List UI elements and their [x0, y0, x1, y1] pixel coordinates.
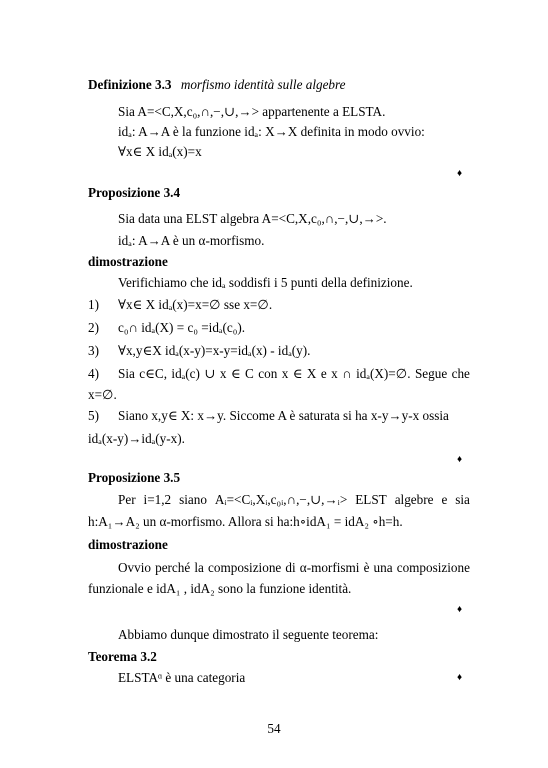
item-text: ∀x∈ X idₐ(x)=x=∅ sse x=∅. — [118, 297, 273, 312]
word: idₐ(c) — [171, 366, 200, 381]
proof-text-continued: funzionale e idA₁ , idA₂ sono la funzione identità. — [88, 581, 352, 596]
item-number: 3) — [88, 343, 99, 358]
word: con — [258, 366, 278, 381]
word: Sia — [118, 366, 135, 381]
theorem-3-2-heading: Teorema 3.2 — [88, 649, 157, 664]
item-text-continued: x=∅. — [88, 387, 117, 402]
word: ∈ — [292, 366, 303, 381]
item-number: 4) — [88, 366, 99, 381]
proposition-line-justified — [118, 492, 470, 508]
item-text-continued: idₐ(x-y)→idₐ(y-x). — [88, 431, 185, 446]
word: Aᵢ=<Cᵢ,Xᵢ,c₀ᵢ,∩,−,∪,→ᵢ> — [214, 492, 348, 507]
item-number: 1) — [88, 297, 99, 312]
proposition-3-4-heading: Proposizione 3.4 — [88, 185, 181, 200]
word: algebre — [394, 492, 434, 507]
proposition-line: idₐ: A→A è un α-morfismo. — [118, 233, 265, 248]
proof-text-justified — [118, 560, 470, 576]
closing-sentence: Abbiamo dunque dimostrato il seguente teorema: — [118, 627, 379, 642]
item-number: 5) — [88, 408, 99, 423]
word: siano — [179, 492, 207, 507]
word: composizione — [396, 560, 470, 575]
proposition-line: Sia data una ELST algebra A=<C,X,c₀,∩,−,∪,→>. — [118, 211, 387, 226]
word: i=1,2 — [143, 492, 172, 507]
word: ∩ — [342, 366, 352, 381]
word: una — [373, 560, 393, 575]
word: perché — [155, 560, 191, 575]
word: α-morfismi — [299, 560, 360, 575]
word: Per — [118, 492, 136, 507]
proposition-3-5-heading: Proposizione 3.5 — [88, 470, 181, 485]
word: Segue — [414, 366, 448, 381]
item-number: 2) — [88, 320, 99, 335]
end-mark-diamond: ♦ — [457, 454, 463, 465]
end-mark-diamond: ♦ — [457, 604, 463, 615]
end-mark-diamond: ♦ — [457, 168, 463, 179]
word: X — [306, 366, 317, 381]
word: la — [194, 560, 204, 575]
word: idₐ(X)=∅. — [356, 366, 411, 381]
item-text: Siano x,y∈ X: x→y. Siccome A è saturata si ha x-y→y-x ossia — [118, 408, 449, 423]
word: e — [320, 366, 327, 381]
end-mark-diamond: ♦ — [457, 672, 463, 683]
item-text-justified — [118, 366, 470, 382]
proposition-line: h:A₁→A₂ un α-morfismo. Allora si ha:h∘idA₁ = idA₂ ∘h=h. — [88, 514, 403, 529]
proof-intro: Verifichiamo che idₐ soddisfi i 5 punti della definizione. — [118, 275, 413, 290]
word: x — [281, 366, 289, 381]
word: ∈ — [230, 366, 241, 381]
word: c∈C, — [139, 366, 167, 381]
word: Ovvio — [118, 560, 151, 575]
definition-heading-label: Definizione 3.3 — [88, 77, 172, 92]
proof-label: dimostrazione — [88, 537, 168, 552]
word: di — [285, 560, 296, 575]
theorem-statement: ELSTAᵅ è una categoria — [118, 670, 246, 685]
word: C — [245, 366, 254, 381]
word: e — [441, 492, 448, 507]
item-text: c₀∩ idₐ(X) = c₀ =idₐ(c₀). — [118, 320, 246, 335]
word: ∪ — [204, 366, 216, 381]
item-text: ∀x,y∈X idₐ(x-y)=x-y=idₐ(x) - idₐ(y). — [118, 343, 311, 358]
word: x — [219, 366, 227, 381]
definition-3-3-heading — [88, 77, 346, 93]
page-number: 54 — [267, 721, 281, 736]
proof-label: dimostrazione — [88, 254, 168, 269]
definition-subtitle: morfismo identità sulle algebre — [180, 77, 346, 92]
word: composizione — [208, 560, 282, 575]
definition-line: ∀x∈ X idₐ(x)=x — [118, 144, 202, 159]
definition-line: idₐ: A→A è la funzione idₐ: X→X definita in modo ovvio: — [118, 124, 425, 139]
definition-line: Sia A=<C,X,c₀,∩,−,∪,→> appartenente a ELSTA. — [118, 104, 386, 119]
word: è — [363, 560, 370, 575]
word: sia — [455, 492, 470, 507]
word: x — [331, 366, 338, 381]
word: che — [451, 366, 470, 381]
word: ELST — [355, 492, 387, 507]
